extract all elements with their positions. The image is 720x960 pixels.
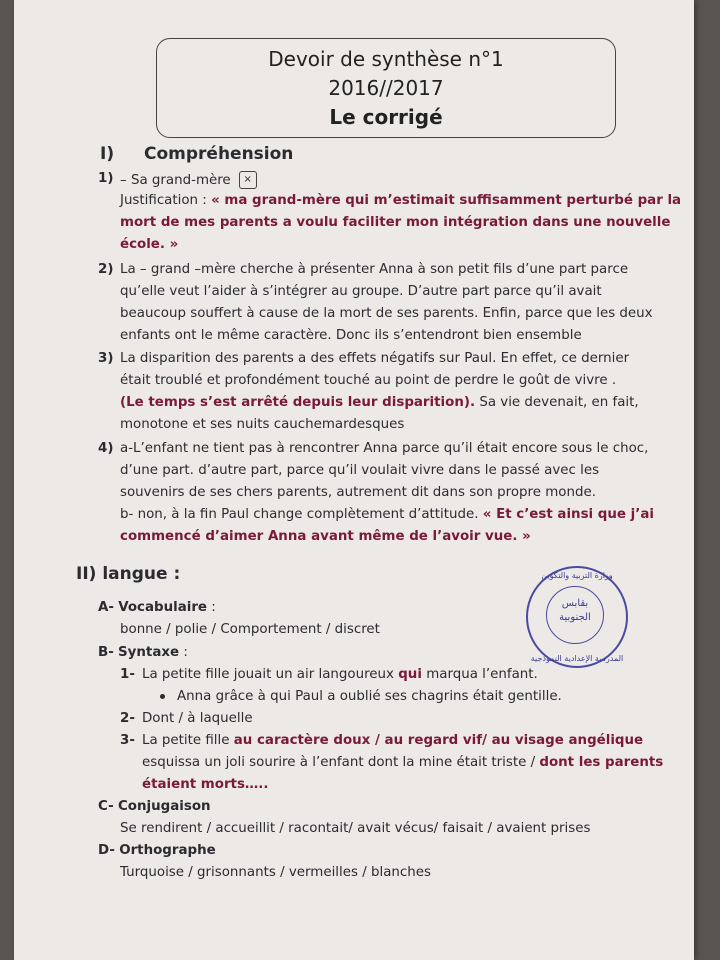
syntax-item3-start: La petite fille (142, 733, 234, 748)
q4-line4-quote: « Et c’est ainsi que j’ai (482, 507, 654, 522)
syntax-item1 (142, 667, 538, 682)
syntax-item1-bullet-text: Anna grâce à qui Paul a oublié ses chagrins était gentille. (177, 689, 562, 704)
exam-subtitle: Le corrigé (329, 105, 443, 129)
q4-line4 (120, 507, 654, 522)
syntax-item1-number: 1- (120, 667, 135, 682)
syntax-item3-line1 (142, 733, 643, 748)
q2-number: 2) (98, 262, 114, 277)
syntax-item2: Dont / à laquelle (142, 711, 253, 726)
section2-title: II) langue : (76, 564, 181, 584)
conjugation-label: C- (98, 799, 114, 814)
q2-line4: enfants ont le même caractère. Donc ils s’entendront bien ensemble (120, 328, 582, 343)
vocab-heading (98, 600, 216, 615)
syntax-item3-line2-red: dont les parents (539, 755, 664, 770)
q1-answer-text: – Sa grand-mère (120, 173, 231, 188)
exam-title: Devoir de synthèse n°1 (268, 47, 504, 71)
syntax-item1-start: La petite fille jouait un air langoureux (142, 667, 399, 682)
syntax-item2-number: 2- (120, 711, 135, 726)
syntax-item1-end: marqua l’enfant. (421, 667, 538, 682)
q3-line2: était troublé et profondément touché au point de perdre le goût de vivre . (120, 373, 617, 388)
syntax-heading (98, 645, 188, 660)
section1-numeral: I) (100, 144, 115, 164)
q3-line3-quote: (Le temps s’est arrêté depuis leur disparition). (120, 395, 476, 410)
syntax-item3-number: 3- (120, 733, 135, 748)
q2-line2: qu’elle veut l’aider à s’intégrer au groupe. D’autre part parce qu’il avait (120, 284, 602, 299)
q3-line4: monotone et ses nuits cauchemardesques (120, 417, 405, 432)
conjugation-answer: Se rendirent / accueillit / racontait/ avait vécus/ faisait / avaient prises (120, 821, 591, 836)
q2-line1: La – grand –mère cherche à présenter Anna à son petit fils d’une part parce (120, 262, 629, 277)
q1-justification (120, 193, 681, 208)
q1-quote-line3: école. » (120, 237, 179, 252)
q1-quote-line1: « ma grand-mère qui m’estimait suffisamment perturbé par la (211, 193, 682, 208)
syntax-title: Syntaxe (118, 645, 180, 660)
syntax-item3-line2-start: esquissa un joli sourire à l’enfant dont la mine était triste / (142, 755, 540, 770)
syntax-item1-relative: qui (398, 667, 422, 682)
orthography-label: D- (98, 843, 115, 858)
syntax-colon: : (179, 645, 188, 660)
q3-line3 (120, 395, 639, 410)
q3-line3-rest: Sa vie devenait, en fait, (475, 395, 639, 410)
title-box (156, 38, 616, 138)
q1-quote-line2: mort de mes parents a voulu faciliter mon intégration dans une nouvelle (120, 215, 671, 230)
stamp-top-text: وزارة التربية والتكوين (541, 571, 613, 580)
vocab-title: Vocabulaire (118, 600, 208, 615)
conjugation-heading (98, 799, 211, 814)
q1-just-label: Justification : (120, 193, 212, 208)
q4-line1: a-L’enfant ne tient pas à rencontrer Anna parce qu’il était encore sous le choc, (120, 441, 649, 456)
vocab-colon: : (207, 600, 216, 615)
syntax-item3-line3: étaient morts….. (142, 777, 269, 792)
vocab-answer: bonne / polie / Comportement / discret (120, 622, 380, 637)
school-stamp (526, 566, 628, 668)
document-page (14, 0, 694, 960)
q4-line5-quote: commencé d’aimer Anna avant même de l’avoir vue. » (120, 529, 531, 544)
stamp-center-line2: الجنوبية (559, 612, 591, 623)
syntax-item3-line2 (142, 755, 663, 770)
q2-line3: beaucoup souffert à cause de la mort de ses parents. Enfin, parce que les deux (120, 306, 653, 321)
q4-line4-start: b- non, à la fin Paul change complètement d’attitude. (120, 507, 483, 522)
q4-line3: souvenirs de ses chers parents, autrement dit dans son propre monde. (120, 485, 596, 500)
q4-line2: d’une part. d’autre part, parce qu’il voulait vivre dans le passé avec les (120, 463, 600, 478)
q1-number: 1) (98, 171, 114, 186)
syntax-item1-bullet (160, 689, 562, 704)
orthography-answer: Turquoise / grisonnants / vermeilles / blanches (120, 865, 431, 880)
q3-number: 3) (98, 351, 114, 366)
stamp-bottom-text: المدرسة الإعدادية النموذجية (530, 654, 624, 663)
vocab-label: A- (98, 600, 114, 615)
syntax-item3-red: au caractère doux / au regard vif/ au visage angélique (233, 733, 644, 748)
orthography-heading (98, 843, 216, 858)
q1-checkbox: × (239, 171, 257, 189)
exam-year: 2016//2017 (328, 76, 444, 100)
section1-title: Compréhension (144, 144, 294, 164)
syntax-label: B- (98, 645, 114, 660)
q4-number: 4) (98, 441, 114, 456)
stamp-center-line1: بقابس (561, 598, 589, 609)
conjugation-title: Conjugaison (117, 799, 211, 814)
q1-answer (120, 171, 257, 189)
bullet-icon (160, 694, 165, 699)
stamp-center (546, 586, 604, 644)
q3-line1: La disparition des parents a des effets négatifs sur Paul. En effet, ce dernier (120, 351, 630, 366)
orthography-title: Orthographe (119, 843, 216, 858)
